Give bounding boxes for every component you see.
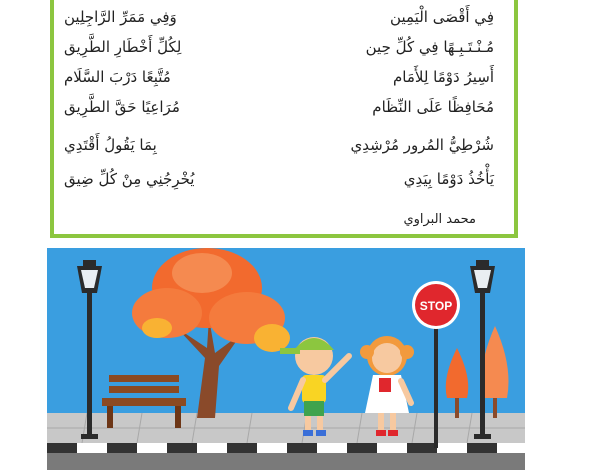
poem-line-3-right: أَسِيرُ دَوْمًا لِلأَمَام <box>392 68 494 86</box>
poem-line-4 <box>64 98 494 116</box>
poem-line-5-left: بِمَا يَقُولُ أَقْتَدِي <box>64 136 157 154</box>
poem-line-1 <box>64 8 494 26</box>
poem-author: محمد البراوي <box>403 212 476 227</box>
stop-sign-text: STOP <box>419 299 453 313</box>
poem-line-3-left: مُتَّبِعًا دَرْبَ السَّلَام <box>64 68 171 86</box>
poem-line-2 <box>64 38 494 56</box>
poem-line-6 <box>64 170 494 188</box>
poem-line-1-left: وَفِي مَمَرِّ الرَّاجِلِين <box>64 8 177 26</box>
poem-box <box>50 0 518 238</box>
poem-line-6-left: يُخْرِجُنِي مِنْ كُلِّ ضِيق <box>64 170 195 188</box>
poem-line-6-right: يَأْخُذُ دَوْمًا بِيَدِي <box>403 170 494 188</box>
poem-line-5 <box>64 136 494 154</box>
poem-line-3 <box>64 68 494 86</box>
poem-line-4-right: مُحَافِظًا عَلَى النِّظَام <box>372 98 494 116</box>
street-scene <box>47 248 525 470</box>
poem-line-1-right: فِي أَقْصَى الْيَمِين <box>390 8 494 26</box>
poem-line-5-right: شُرْطِيُّ المُرور مُرْشِدِي <box>350 136 494 154</box>
poem-line-2-left: لِكُلِّ أَخْطَارِ الطَّرِيق <box>64 38 182 56</box>
curb <box>47 443 525 470</box>
poem-line-2-right: مُـنْـتَـبِـهًا فِي كُلِّ حِين <box>365 38 494 56</box>
poem-line-4-left: مُرَاعِيًا حَقَّ الطَّرِيق <box>64 98 180 116</box>
